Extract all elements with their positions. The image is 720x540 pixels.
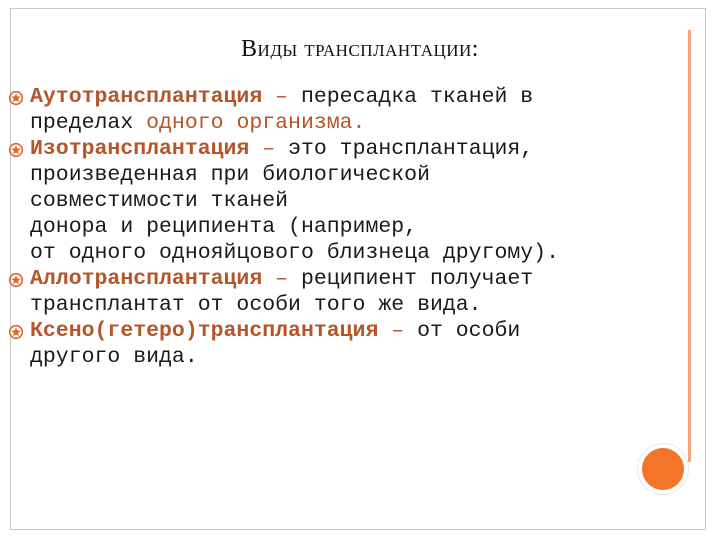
emphasis: одного организма. [146, 111, 366, 135]
decorative-vertical-rule [688, 30, 691, 462]
term: Аутотрансплантация [30, 85, 263, 109]
decorative-circle [642, 448, 684, 490]
definition: это трансплантация, [288, 137, 534, 161]
definition-line: донора и реципиента (например, [30, 215, 418, 239]
dash: – [378, 319, 418, 343]
sun-bullet-icon [8, 142, 24, 158]
definition-line: трансплантат от особи того же вида. [30, 293, 482, 317]
slide-title: Виды трансплантации: [241, 36, 479, 62]
term: Ксено(гетеро)трансплантация [30, 319, 379, 343]
dash: – [262, 85, 301, 109]
definition: реципиент получает [300, 267, 534, 291]
definition: от особи [417, 319, 521, 343]
list-item-autotransplantation [10, 84, 670, 136]
dash: – [262, 267, 301, 291]
sun-bullet-icon [8, 324, 24, 340]
list-item-allotransplantation [10, 266, 670, 318]
definition: пределах [30, 111, 147, 135]
slide-body [10, 84, 670, 370]
definition: пересадка тканей в [300, 85, 534, 109]
definition-line: другого вида. [30, 345, 198, 369]
definition-line: произведенная при биологической [30, 163, 430, 187]
definition-line: совместимости тканей [30, 189, 289, 213]
term: Аллотрансплантация [30, 267, 263, 291]
list-item-isotransplantation [10, 136, 670, 266]
sun-bullet-icon [8, 272, 24, 288]
list-item-xenotransplantation [10, 318, 670, 370]
term: Изотрансплантация [30, 137, 250, 161]
definition-line: от одного однояйцового близнеца другому). [30, 241, 559, 265]
sun-bullet-icon [8, 90, 24, 106]
dash: – [249, 137, 289, 161]
